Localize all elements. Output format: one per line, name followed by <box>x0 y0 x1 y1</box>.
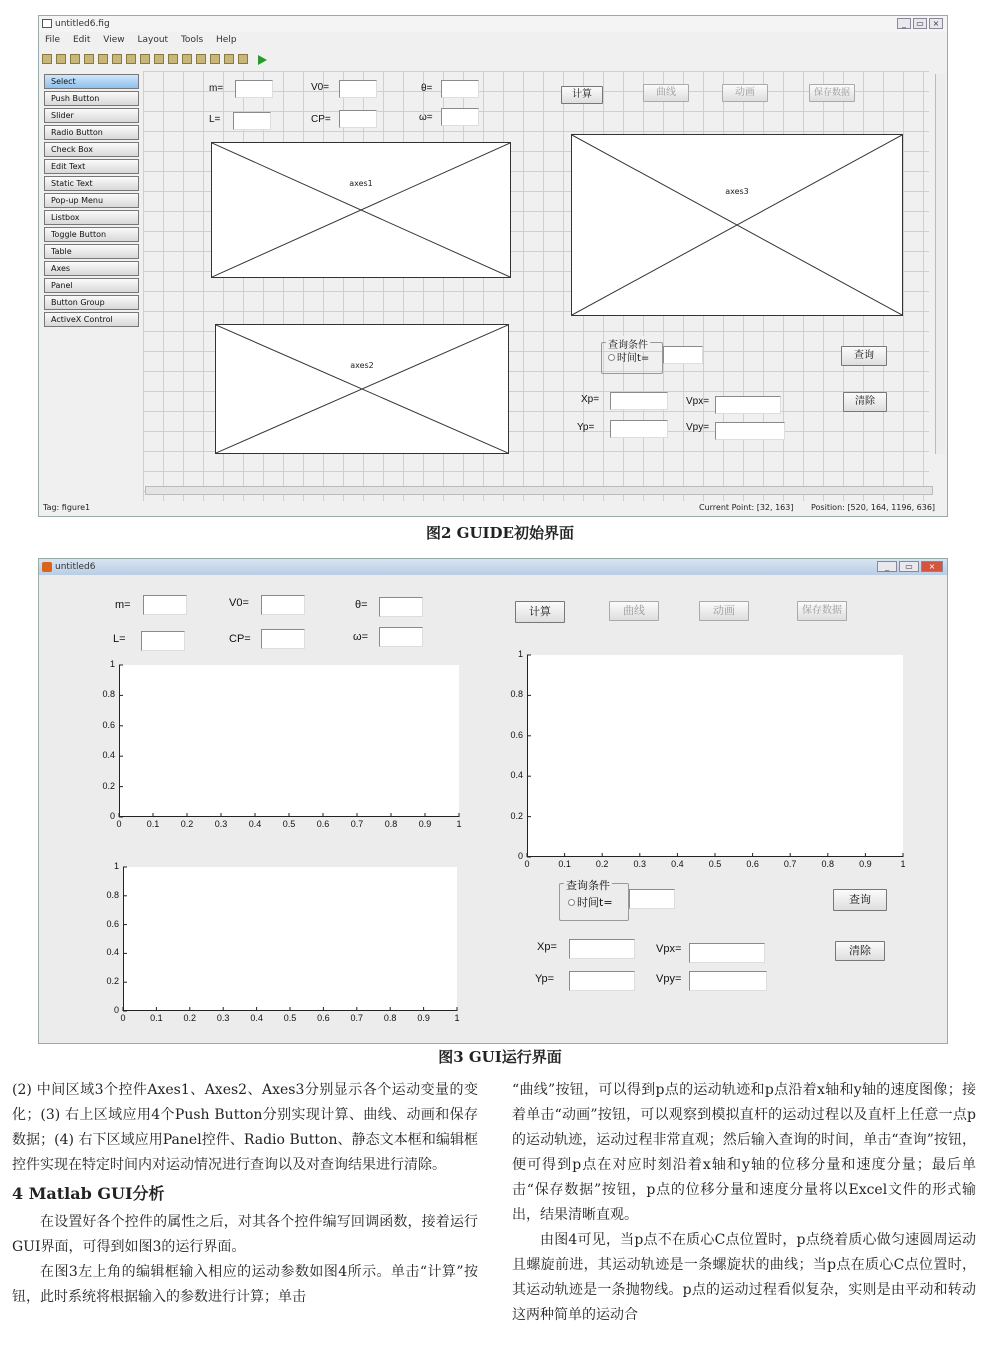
guide-statusbar <box>39 500 947 516</box>
xp-output <box>610 392 668 410</box>
omega-label: ω= <box>353 631 369 643</box>
axes1-tag: axes1 <box>349 179 373 188</box>
axes3-plot <box>527 655 903 857</box>
vpx-output <box>689 943 765 963</box>
clear-button[interactable]: 清除 <box>843 392 887 412</box>
radio-circle-icon <box>568 899 575 906</box>
redo-icon[interactable] <box>140 54 150 64</box>
l-input[interactable] <box>233 112 271 130</box>
left-paragraph-2: 在设置好各个控件的属性之后，对其各个控件编写回调函数，接着运行GUI界面，可得到如图3的运行界面。 <box>12 1214 478 1255</box>
axis-line <box>528 655 904 857</box>
y-tick-label: 1 <box>517 649 523 659</box>
mfile-editor-icon[interactable] <box>210 54 220 64</box>
anim-button[interactable]: 动画 <box>722 84 768 102</box>
x-tick-label: 0.1 <box>146 819 160 829</box>
new-icon[interactable] <box>42 54 52 64</box>
minimize-icon[interactable]: _ <box>897 18 911 29</box>
save-data-button[interactable]: 保存数据 <box>797 601 847 621</box>
palette-popup-menu[interactable]: Pop-up Menu <box>44 193 139 208</box>
y-tick-label: 0 <box>517 851 523 861</box>
status-current-point: Current Point: [32, 163] <box>699 503 794 512</box>
menu-file[interactable]: File <box>45 35 61 45</box>
axes1[interactable] <box>102 659 462 829</box>
clear-button[interactable]: 清除 <box>835 941 885 961</box>
gui-titlebar <box>39 559 947 575</box>
palette-axes[interactable]: Axes <box>44 261 139 276</box>
undo-icon[interactable] <box>126 54 136 64</box>
menu-view[interactable]: View <box>103 35 125 45</box>
m-label: m= <box>209 83 224 94</box>
right-paragraph-1: “曲线”按钮，可以得到p点的运动轨迹和p点沿着x轴和y轴的速度图像；接着单击“动画”按钮，可以观察到模拟直杆的运动过程以及直杆上任意一点p的运动轨迹，运动过程非常直观；然后输入查询的时间，单击“查询”按钮，便可得到p点在对应时刻沿着x轴和y轴的位移分量和速度分量；最后单击“保存数据”按钮，p点的位移分量和速度分量将以Excel文件的形式输出，结果清晰直观。 <box>512 1082 976 1223</box>
yp-label: Yp= <box>535 973 555 985</box>
save-icon[interactable] <box>70 54 80 64</box>
axes3[interactable] <box>510 649 906 869</box>
vpy-label: Vpy= <box>656 973 682 985</box>
v0-label: V0= <box>229 597 249 609</box>
vpy-output <box>715 422 785 440</box>
y-tick-label: 0.2 <box>106 976 119 987</box>
cp-label: CP= <box>311 114 331 125</box>
menu-help[interactable]: Help <box>216 35 237 45</box>
time-input[interactable] <box>663 346 703 364</box>
xp-label: Xp= <box>537 941 557 953</box>
matlab-fig-icon <box>42 19 52 28</box>
x-tick-label: 0.9 <box>417 1013 430 1023</box>
x-tick-label: 0 <box>116 819 122 829</box>
x-tick-label: 1 <box>456 819 462 829</box>
yp-output <box>610 420 668 438</box>
menu-tools[interactable]: Tools <box>180 35 204 45</box>
palette-push-button[interactable]: Push Button <box>44 91 139 106</box>
axes1-cross <box>212 143 510 277</box>
vpy-output <box>689 971 767 991</box>
omega-label: ω= <box>419 112 433 123</box>
open-icon[interactable] <box>56 54 66 64</box>
y-tick-label: 0 <box>113 1005 119 1015</box>
x-tick-label: 0.8 <box>383 1013 397 1023</box>
palette-static-text[interactable]: Static Text <box>44 176 139 191</box>
cp-input[interactable] <box>261 629 305 649</box>
axes2[interactable] <box>106 861 460 1023</box>
l-input[interactable] <box>141 631 185 651</box>
x-tick-label: 0.2 <box>595 859 609 869</box>
x-tick-label: 0.3 <box>216 1013 230 1023</box>
time-radio[interactable] <box>568 894 613 910</box>
y-tick-label: 0 <box>109 811 115 821</box>
axis-line <box>124 867 458 1011</box>
cp-label: CP= <box>229 633 251 645</box>
guide-titlebar <box>39 16 947 32</box>
query-panel-title: 查询条件 <box>566 879 610 892</box>
x-tick-label: 0.6 <box>317 1013 330 1023</box>
save-data-button[interactable]: 保存数据 <box>809 84 855 102</box>
x-tick-label: 0.4 <box>671 859 684 869</box>
x-tick-label: 0.2 <box>180 819 194 829</box>
palette-slider[interactable]: Slider <box>44 108 139 123</box>
y-tick-label: 0.4 <box>510 770 523 781</box>
omega-input[interactable] <box>379 627 423 647</box>
time-input[interactable] <box>629 889 675 909</box>
palette-panel[interactable]: Panel <box>44 278 139 293</box>
y-tick-label: 0.6 <box>106 918 119 929</box>
fig2-caption: 图2 GUIDE初始界面 <box>425 524 574 542</box>
xp-label: Xp= <box>581 394 600 405</box>
cp-input[interactable] <box>339 110 377 128</box>
axes1-placeholder[interactable] <box>211 142 511 278</box>
xp-output <box>569 939 635 959</box>
palette-radio-button[interactable]: Radio Button <box>44 125 139 140</box>
close-icon[interactable]: × <box>929 18 943 29</box>
y-tick-label: 1 <box>113 861 119 871</box>
query-button[interactable]: 查询 <box>833 889 887 911</box>
menu-edit[interactable]: Edit <box>72 35 91 45</box>
vpx-label: Vpx= <box>686 396 710 407</box>
anim-button[interactable]: 动画 <box>699 601 749 621</box>
l-label: L= <box>113 633 126 645</box>
y-tick-label: 0.8 <box>510 689 523 700</box>
palette-button-group[interactable]: Button Group <box>44 295 139 310</box>
palette-activex-control[interactable]: ActiveX Control <box>44 312 139 327</box>
v0-label: V0= <box>311 82 330 93</box>
palette-check-box[interactable]: Check Box <box>44 142 139 157</box>
m-input[interactable] <box>143 595 187 615</box>
time-radio-label: 时间t= <box>617 353 650 364</box>
maximize-icon[interactable]: ▭ <box>913 18 927 29</box>
x-tick-label: 0.3 <box>633 859 647 869</box>
left-paragraph-3: 在图3左上角的编辑框输入相应的运动参数如图4所示。单击“计算”按钮，此时系统将根据输入的参数进行计算；单击 <box>12 1264 478 1305</box>
theta-label: θ= <box>421 83 433 94</box>
y-tick-label: 0.4 <box>106 947 119 958</box>
radio-circle-icon <box>608 354 615 361</box>
gui-window <box>38 558 948 1044</box>
x-tick-label: 0.8 <box>384 819 398 829</box>
v0-input[interactable] <box>261 595 305 615</box>
x-tick-label: 0 <box>120 1013 126 1023</box>
calc-button[interactable]: 计算 <box>515 601 565 623</box>
right-column <box>512 1078 976 1328</box>
omega-input[interactable] <box>441 108 479 126</box>
x-tick-label: 0.5 <box>282 819 296 829</box>
palette-table[interactable]: Table <box>44 244 139 259</box>
status-tag: Tag: figure1 <box>43 503 91 512</box>
query-button[interactable]: 查询 <box>841 346 887 366</box>
y-tick-label: 0.6 <box>510 729 523 740</box>
x-tick-label: 0.8 <box>821 859 835 869</box>
axes3-cross <box>572 135 902 315</box>
fig3-caption: 图3 GUI运行界面 <box>438 1048 562 1066</box>
section-heading: 4 Matlab GUI分析 <box>12 1184 165 1203</box>
y-tick-label: 0.2 <box>102 780 115 791</box>
l-label: L= <box>209 114 221 125</box>
x-tick-label: 0.7 <box>350 1013 364 1023</box>
y-tick-label: 0.8 <box>102 689 115 700</box>
y-tick-label: 0.6 <box>102 719 115 730</box>
query-panel <box>559 879 629 921</box>
axes2-cross <box>216 325 508 453</box>
x-tick-label: 0.1 <box>150 1013 163 1023</box>
toolbar-editor-icon[interactable] <box>196 54 206 64</box>
palette-select[interactable]: Select <box>44 74 139 89</box>
vpx-label: Vpx= <box>656 943 682 955</box>
theta-input[interactable] <box>441 80 479 98</box>
curve-button[interactable]: 曲线 <box>609 601 659 621</box>
axes3-tag: axes3 <box>725 187 749 196</box>
guide-menubar <box>39 33 947 48</box>
y-tick-label: 0.8 <box>106 889 119 900</box>
y-tick-label: 0.2 <box>510 810 523 821</box>
maximize-icon[interactable]: ▭ <box>899 561 919 572</box>
palette-toggle-button[interactable]: Toggle Button <box>44 227 139 242</box>
x-tick-label: 0.4 <box>250 1013 263 1023</box>
cut-icon[interactable] <box>84 54 94 64</box>
query-panel <box>601 342 663 374</box>
query-panel-title: 查询条件 <box>606 336 650 351</box>
palette-listbox[interactable]: Listbox <box>44 210 139 225</box>
theta-label: θ= <box>355 599 368 611</box>
menu-editor-icon[interactable] <box>168 54 178 64</box>
x-tick-label: 0.6 <box>316 819 330 829</box>
y-tick-label: 1 <box>109 659 115 669</box>
y-tick-label: 0.4 <box>102 750 115 761</box>
v0-input[interactable] <box>339 80 377 98</box>
vpy-label: Vpy= <box>686 422 710 433</box>
axes1-plot <box>119 665 459 817</box>
time-radio-label: 时间t= <box>577 896 613 909</box>
guide-title: untitled6.fig <box>55 19 110 29</box>
axes3-placeholder[interactable] <box>571 134 903 316</box>
x-tick-label: 0.3 <box>214 819 228 829</box>
x-tick-label: 1 <box>454 1013 460 1023</box>
vpx-output <box>715 396 781 414</box>
yp-label: Yp= <box>577 422 595 433</box>
x-tick-label: 0.2 <box>183 1013 197 1023</box>
run-icon[interactable] <box>258 55 267 65</box>
time-radio[interactable] <box>608 349 649 364</box>
matlab-logo-icon <box>42 562 52 572</box>
x-tick-label: 0.1 <box>558 859 571 869</box>
x-tick-label: 0.5 <box>283 1013 297 1023</box>
x-tick-label: 0.7 <box>350 819 364 829</box>
guide-window <box>38 15 948 517</box>
x-tick-label: 0.9 <box>859 859 872 869</box>
left-paragraph-1: (2) 中间区域3个控件Axes1、Axes2、Axes3分别显示各个运动变量的变化；(3) 右上区域应用4个Push Button分别实现计算、曲线、动画和保存数据；(4) 右下区域应用Panel控件、Radio Button、静态文本框和编辑框控件实现在特定时间内对运动情况进行查询以及对查询结果进行清除。 <box>12 1082 478 1173</box>
guide-toolbar <box>39 49 947 65</box>
calc-button[interactable]: 计算 <box>561 86 603 104</box>
axes2-plot <box>123 867 457 1011</box>
x-tick-label: 0.4 <box>248 819 262 829</box>
paste-icon[interactable] <box>112 54 122 64</box>
yp-output <box>569 971 635 991</box>
gui-title: untitled6 <box>55 562 96 572</box>
object-browser-icon[interactable] <box>238 54 248 64</box>
x-tick-label: 0 <box>524 859 530 869</box>
tab-order-icon[interactable] <box>182 54 192 64</box>
status-position: Position: [520, 164, 1196, 636] <box>811 503 936 512</box>
x-tick-label: 1 <box>900 859 906 869</box>
curve-button[interactable]: 曲线 <box>643 84 689 102</box>
x-tick-label: 0.9 <box>418 819 432 829</box>
x-tick-label: 0.7 <box>783 859 797 869</box>
component-palette <box>44 74 139 329</box>
left-column <box>12 1078 478 1310</box>
x-tick-label: 0.6 <box>746 859 759 869</box>
vertical-scrollbar[interactable] <box>935 74 945 454</box>
axes2-placeholder[interactable] <box>215 324 509 454</box>
right-paragraph-2: 由图4可见，当p点不在质心C点位置时，p点绕着质心做匀速圆周运动且螺旋前进，其运动轨迹是一条螺旋状的曲线；当p点在质心C点位置时，其运动轨迹是一条抛物线。p点的运动过程看似复杂，实则是由平动和转动这两种简单的运动合 <box>512 1232 976 1323</box>
horizontal-scrollbar[interactable] <box>145 486 933 495</box>
minimize-icon[interactable]: _ <box>877 561 897 572</box>
axis-line <box>120 665 460 817</box>
palette-edit-text[interactable]: Edit Text <box>44 159 139 174</box>
m-input[interactable] <box>235 80 273 98</box>
x-tick-label: 0.5 <box>708 859 722 869</box>
close-icon[interactable]: × <box>921 561 943 572</box>
axes2-tag: axes2 <box>350 361 374 370</box>
align-icon[interactable] <box>154 54 164 64</box>
property-inspector-icon[interactable] <box>224 54 234 64</box>
menu-layout[interactable]: Layout <box>137 35 169 45</box>
theta-input[interactable] <box>379 597 423 617</box>
copy-icon[interactable] <box>98 54 108 64</box>
m-label: m= <box>115 599 131 611</box>
